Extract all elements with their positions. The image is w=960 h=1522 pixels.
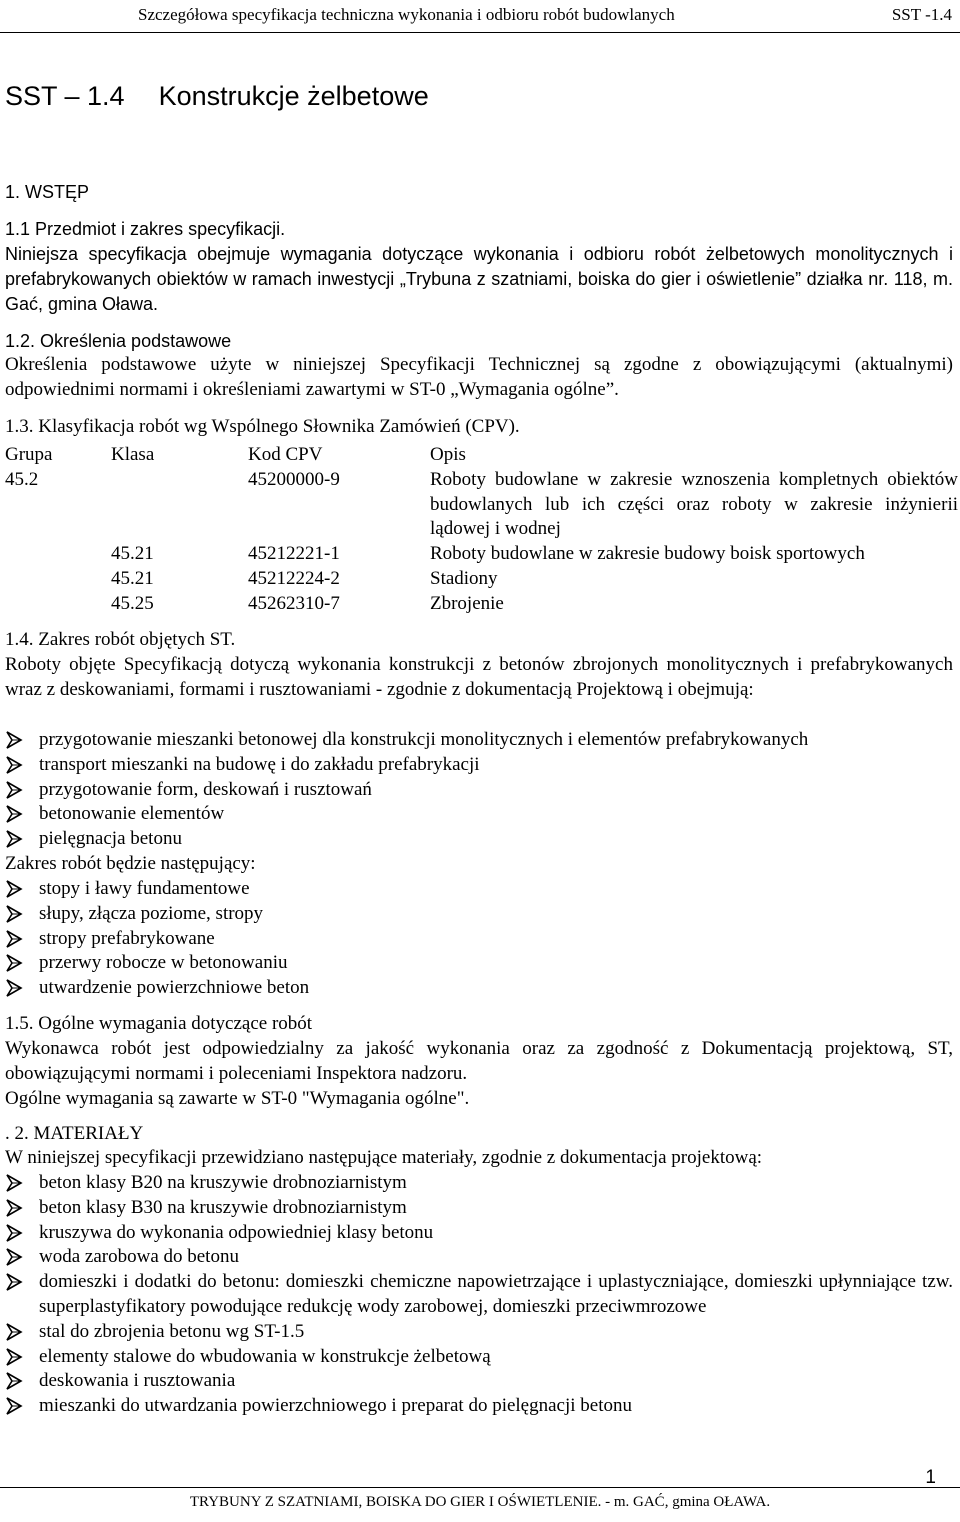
section-1-5-heading: 1.5. Ogólne wymagania dotyczące robót: [5, 1013, 313, 1034]
header-doc-title: Szczegółowa specyfikacja techniczna wykonania i odbioru robót budowlanych: [138, 5, 675, 24]
list-item: stal do zbrojenia betonu wg ST-1.5: [5, 1320, 953, 1345]
section-1-5-body: Wykonawca robót jest odpowiedzialny za jakość wykonania oraz za zgodność z Dokumentacją projektową, ST, obowiązującymi normami i poleceniami Inspektora nadzoru.: [5, 1038, 953, 1084]
table-cell: 45.21: [111, 567, 154, 589]
list-item: mieszanki do utwardzania powierzchniowego i preparat do pielęgnacji betonu: [5, 1394, 953, 1419]
table-header-cell: Klasa: [111, 444, 155, 465]
arrow-bullet-icon: [5, 1348, 23, 1366]
table-header-cell: Opis: [430, 444, 466, 465]
section-1-2-body: Określenia podstawowe użyte w niniejszej Specyfikacji Technicznej są zgodne z obowiązującymi (aktualnymi) odpowiednimi normami i określeniami zawartymi w ST-0 „Wymagania ogólne”.: [5, 354, 953, 400]
list-item: stopy i ławy fundamentowe: [5, 877, 953, 902]
table-cell: 45.2: [5, 468, 39, 490]
list-item: elementy stalowe do wbudowania w konstrukcje żelbetową: [5, 1345, 953, 1370]
list-item: beton klasy B30 na kruszywie drobnoziarnistym: [5, 1196, 953, 1221]
materials-list: [5, 1171, 953, 1419]
title-code: SST – 1.4: [5, 81, 125, 111]
table-cell: [5, 592, 108, 617]
list-item: domieszki i dodatki do betonu: domieszki chemiczne napowietrzające i uplastyczniające, domieszki upłynniające tzw. superplastyfikatory powodujące redukcję wody zarobowej, domieszki przeciwmrozowe: [5, 1270, 953, 1320]
list-item: słupy, złącza poziome, stropy: [5, 902, 953, 927]
table-row: [5, 542, 958, 567]
scope-list: [5, 728, 953, 852]
table-cell: [5, 567, 108, 592]
section-1-heading: 1. WSTĘP: [5, 182, 90, 202]
table-cell: Roboty budowlane w zakresie budowy boisk sportowych: [430, 543, 865, 565]
section-1-5-body-2: Ogólne wymagania są zawarte w ST-0 "Wymagania ogólne".: [5, 1088, 470, 1109]
list-item: utwardzenie powierzchniowe beton: [5, 976, 953, 1001]
header-doc-code: SST -1.4: [891, 5, 952, 24]
arrow-bullet-icon: [5, 1248, 23, 1266]
list-item: pielęgnacja betonu: [5, 827, 953, 852]
list-item: przerwy robocze w betonowaniu: [5, 951, 953, 976]
scope-list-2: [5, 877, 953, 1001]
arrow-bullet-icon: [5, 1397, 23, 1415]
header-rule: [0, 32, 960, 33]
table-row: [5, 468, 958, 542]
table-row: [5, 592, 958, 617]
table-cell: 45212221-1: [248, 543, 340, 565]
table-cell: [5, 542, 108, 567]
table-cell: Stadiony: [430, 567, 498, 589]
arrow-bullet-icon: [5, 805, 23, 823]
table-cell: 45262310-7: [248, 592, 340, 614]
table-cell: 45200000-9: [248, 468, 340, 490]
table-cell: 45.25: [111, 592, 154, 614]
arrow-bullet-icon: [5, 731, 23, 749]
section-1-2-heading: 1.2. Określenia podstawowe: [5, 331, 232, 351]
list-item: deskowania i rusztowania: [5, 1369, 953, 1394]
arrow-bullet-icon: [5, 930, 23, 948]
section-1-4-body: Roboty objęte Specyfikacją dotyczą wykonania konstrukcji z betonów zbrojonych monolitycznych i prefabrykowanych wraz z deskowaniami, formami i rusztowaniami - zgodnie z dokumentacją Projektową i obejmują:: [5, 654, 953, 700]
table-header-row: [5, 443, 958, 468]
section-2-intro: W niniejszej specyfikacji przewidziano następujące materiały, zgodnie z dokumentacja projektową:: [5, 1147, 763, 1168]
list-item: przygotowanie form, deskowań i rusztowań: [5, 778, 953, 803]
arrow-bullet-icon: [5, 1174, 23, 1192]
cpv-table: [5, 443, 958, 617]
arrow-bullet-icon: [5, 880, 23, 898]
table-cell: 45.21: [111, 543, 154, 565]
arrow-bullet-icon: [5, 756, 23, 774]
list-item: transport mieszanki na budowę i do zakładu prefabrykacji: [5, 753, 953, 778]
section-1-1-body: Niniejsza specyfikacja obejmuje wymagania dotyczące wykonania i odbioru robót żelbetowych monolitycznych i prefabrykowanych obiektów w ramach inwestycji „Trybuna z szatniami, boiska do gier i oświetlenie” działka nr. 118, m. Gać, gmina Oława.: [5, 244, 953, 314]
arrow-bullet-icon: [5, 954, 23, 972]
arrow-bullet-icon: [5, 830, 23, 848]
arrow-bullet-icon: [5, 905, 23, 923]
arrow-bullet-icon: [5, 1372, 23, 1390]
section-1-3-heading: 1.3. Klasyfikacja robót wg Wspólnego Słownika Zamówień (CPV).: [5, 416, 520, 437]
table-header-cell: Grupa: [5, 444, 53, 465]
list-item: kruszywa do wykonania odpowiedniej klasy betonu: [5, 1221, 953, 1246]
table-cell: [108, 468, 245, 542]
scope-list-2-intro: Zakres robót będzie następujący:: [5, 853, 256, 874]
table-cell: Roboty budowlane w zakresie wznoszenia kompletnych obiektów budowlanych lub ich części oraz roboty w zakresie inżynierii lądowej i wodnej: [430, 468, 958, 540]
page-number: 1: [925, 1467, 936, 1488]
list-item: woda zarobowa do betonu: [5, 1245, 953, 1270]
footer-rule: [0, 1487, 960, 1488]
list-item: stropy prefabrykowane: [5, 927, 953, 952]
table-row: [5, 567, 958, 592]
arrow-bullet-icon: [5, 1199, 23, 1217]
page-title: [5, 80, 429, 112]
table-cell: 45212224-2: [248, 567, 340, 589]
section-1-1-heading: 1.1 Przedmiot i zakres specyfikacji.: [5, 219, 286, 239]
list-item: przygotowanie mieszanki betonowej dla konstrukcji monolitycznych i elementów prefabrykowanych: [5, 728, 953, 753]
list-item: betonowanie elementów: [5, 802, 953, 827]
page-header: [0, 0, 960, 36]
page-footer: TRYBUNY Z SZATNIAMI, BOISKA DO GIER I OŚWIETLENIE. - m. GAĆ, gmina OŁAWA.: [189, 1494, 771, 1510]
section-1-4-heading: 1.4. Zakres robót objętych ST.: [5, 629, 236, 650]
arrow-bullet-icon: [5, 781, 23, 799]
arrow-bullet-icon: [5, 1224, 23, 1242]
title-name: Konstrukcje żelbetowe: [158, 81, 429, 111]
list-item: beton klasy B20 na kruszywie drobnoziarnistym: [5, 1171, 953, 1196]
table-header-cell: Kod CPV: [248, 444, 323, 465]
arrow-bullet-icon: [5, 1273, 23, 1291]
table-cell: Zbrojenie: [430, 592, 504, 614]
arrow-bullet-icon: [5, 979, 23, 997]
section-2-heading: . 2. MATERIAŁY: [5, 1123, 144, 1144]
arrow-bullet-icon: [5, 1323, 23, 1341]
